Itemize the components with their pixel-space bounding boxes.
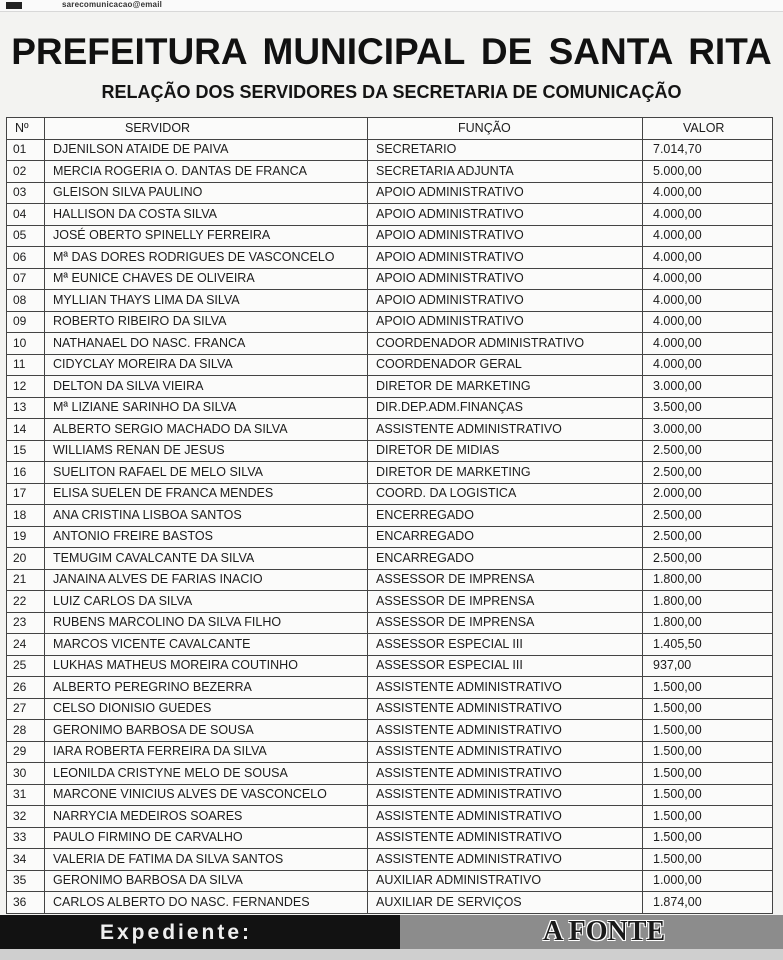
table-row — [7, 376, 773, 398]
servidor-name: GLEISON SILVA PAULINO — [45, 182, 368, 204]
servidor-name: JANAINA ALVES DE FARIAS INACIO — [45, 569, 368, 591]
funcao-cell: DIRETOR DE MIDIAS — [368, 440, 643, 462]
servidor-name: DELTON DA SILVA VIEIRA — [45, 376, 368, 398]
funcao-cell: SECRETARIO — [368, 139, 643, 161]
table-body — [7, 139, 773, 913]
row-number: 23 — [7, 612, 45, 634]
funcao-cell: COORDENADOR ADMINISTRATIVO — [368, 333, 643, 355]
row-number: 07 — [7, 268, 45, 290]
servidor-name: VALERIA DE FATIMA DA SILVA SANTOS — [45, 849, 368, 871]
table-row — [7, 720, 773, 742]
a-fonte-logo: A FONTE — [543, 916, 666, 947]
funcao-cell: ASSISTENTE ADMINISTRATIVO — [368, 419, 643, 441]
table-row — [7, 290, 773, 312]
top-strip-text: sarecomunicacao@email — [62, 0, 163, 9]
row-number: 01 — [7, 139, 45, 161]
table-row — [7, 591, 773, 613]
funcao-cell: APOIO ADMINISTRATIVO — [368, 290, 643, 312]
table-row — [7, 268, 773, 290]
servidor-name: ANTONIO FREIRE BASTOS — [45, 526, 368, 548]
table-row — [7, 247, 773, 269]
funcao-cell: ENCARREGADO — [368, 526, 643, 548]
table-row — [7, 505, 773, 527]
funcao-cell: ASSISTENTE ADMINISTRATIVO — [368, 763, 643, 785]
row-number: 28 — [7, 720, 45, 742]
row-number: 13 — [7, 397, 45, 419]
servidor-name: PAULO FIRMINO DE CARVALHO — [45, 827, 368, 849]
valor-cell: 2.500,00 — [643, 526, 773, 548]
servidor-name: JOSÉ OBERTO SPINELLY FERREIRA — [45, 225, 368, 247]
funcao-cell: APOIO ADMINISTRATIVO — [368, 225, 643, 247]
page-marker — [6, 2, 22, 9]
row-number: 29 — [7, 741, 45, 763]
row-number: 33 — [7, 827, 45, 849]
table-row — [7, 634, 773, 656]
servidor-name: CIDYCLAY MOREIRA DA SILVA — [45, 354, 368, 376]
funcao-cell: ASSISTENTE ADMINISTRATIVO — [368, 698, 643, 720]
servidor-name: NARRYCIA MEDEIROS SOARES — [45, 806, 368, 828]
funcao-cell: APOIO ADMINISTRATIVO — [368, 311, 643, 333]
funcao-cell: ASSISTENTE ADMINISTRATIVO — [368, 720, 643, 742]
servidor-name: ROBERTO RIBEIRO DA SILVA — [45, 311, 368, 333]
column-header-num: Nº — [7, 118, 45, 140]
row-number: 25 — [7, 655, 45, 677]
funcao-cell: COORD. DA LOGISTICA — [368, 483, 643, 505]
table-row — [7, 827, 773, 849]
table-row — [7, 612, 773, 634]
servidor-name: RUBENS MARCOLINO DA SILVA FILHO — [45, 612, 368, 634]
row-number: 31 — [7, 784, 45, 806]
servidor-name: MERCIA ROGERIA O. DANTAS DE FRANCA — [45, 161, 368, 183]
valor-cell: 1.500,00 — [643, 720, 773, 742]
valor-cell: 2.500,00 — [643, 548, 773, 570]
expediente-label: Expediente: — [100, 921, 253, 944]
valor-cell: 5.000,00 — [643, 161, 773, 183]
row-number: 19 — [7, 526, 45, 548]
funcao-cell: ASSISTENTE ADMINISTRATIVO — [368, 849, 643, 871]
row-number: 30 — [7, 763, 45, 785]
table-row — [7, 440, 773, 462]
funcao-cell: COORDENADOR GERAL — [368, 354, 643, 376]
row-number: 16 — [7, 462, 45, 484]
funcao-cell: ASSESSOR ESPECIAL III — [368, 634, 643, 656]
servidor-name: TEMUGIM CAVALCANTE DA SILVA — [45, 548, 368, 570]
table-row — [7, 784, 773, 806]
funcao-cell: ASSESSOR DE IMPRENSA — [368, 591, 643, 613]
top-strip — [0, 0, 783, 12]
funcao-cell: SECRETARIA ADJUNTA — [368, 161, 643, 183]
page-subtitle: RELAÇÃO DOS SERVIDORES DA SECRETARIA DE COMUNICAÇÃO — [101, 82, 682, 102]
row-number: 24 — [7, 634, 45, 656]
table-row — [7, 462, 773, 484]
funcao-cell: ENCARREGADO — [368, 548, 643, 570]
row-number: 09 — [7, 311, 45, 333]
valor-cell: 3.500,00 — [643, 397, 773, 419]
valor-cell: 2.500,00 — [643, 440, 773, 462]
column-header-valor: VALOR — [643, 118, 773, 140]
row-number: 36 — [7, 892, 45, 914]
row-number: 17 — [7, 483, 45, 505]
valor-cell: 1.800,00 — [643, 612, 773, 634]
valor-cell: 4.000,00 — [643, 354, 773, 376]
valor-cell: 1.800,00 — [643, 569, 773, 591]
valor-cell: 2.000,00 — [643, 483, 773, 505]
valor-cell: 3.000,00 — [643, 419, 773, 441]
funcao-cell: ENCERREGADO — [368, 505, 643, 527]
servidor-name: GERONIMO BARBOSA DA SILVA — [45, 870, 368, 892]
servidor-name: ELISA SUELEN DE FRANCA MENDES — [45, 483, 368, 505]
funcao-cell: AUXILIAR DE SERVIÇOS — [368, 892, 643, 914]
servidor-name: GERONIMO BARBOSA DE SOUSA — [45, 720, 368, 742]
table-row — [7, 741, 773, 763]
row-number: 35 — [7, 870, 45, 892]
funcao-cell: APOIO ADMINISTRATIVO — [368, 247, 643, 269]
valor-cell: 4.000,00 — [643, 204, 773, 226]
valor-cell: 1.500,00 — [643, 677, 773, 699]
servidor-name: MARCOS VICENTE CAVALCANTE — [45, 634, 368, 656]
valor-cell: 4.000,00 — [643, 247, 773, 269]
row-number: 15 — [7, 440, 45, 462]
table-row — [7, 311, 773, 333]
table-row — [7, 677, 773, 699]
valor-cell: 2.500,00 — [643, 462, 773, 484]
row-number: 06 — [7, 247, 45, 269]
table-row — [7, 548, 773, 570]
servidor-name: ALBERTO SERGIO MACHADO DA SILVA — [45, 419, 368, 441]
servidor-name: LEONILDA CRISTYNE MELO DE SOUSA — [45, 763, 368, 785]
table-row — [7, 204, 773, 226]
servidor-name: LUKHAS MATHEUS MOREIRA COUTINHO — [45, 655, 368, 677]
servidor-name: CARLOS ALBERTO DO NASC. FERNANDES — [45, 892, 368, 914]
table-row — [7, 161, 773, 183]
table-row — [7, 139, 773, 161]
table-row — [7, 806, 773, 828]
servidor-name: HALLISON DA COSTA SILVA — [45, 204, 368, 226]
bottom-strip — [0, 949, 783, 960]
row-number: 05 — [7, 225, 45, 247]
valor-cell: 7.014,70 — [643, 139, 773, 161]
funcao-cell: APOIO ADMINISTRATIVO — [368, 204, 643, 226]
table-row — [7, 526, 773, 548]
servidor-name: MARCONE VINICIUS ALVES DE VASCONCELO — [45, 784, 368, 806]
valor-cell: 1.874,00 — [643, 892, 773, 914]
table-row — [7, 483, 773, 505]
funcao-cell: DIRETOR DE MARKETING — [368, 462, 643, 484]
table-row — [7, 892, 773, 914]
column-header-servidor: SERVIDOR — [45, 118, 368, 140]
servidor-name: ALBERTO PEREGRINO BEZERRA — [45, 677, 368, 699]
funcao-cell: ASSISTENTE ADMINISTRATIVO — [368, 827, 643, 849]
table-row — [7, 333, 773, 355]
row-number: 32 — [7, 806, 45, 828]
valor-cell: 1.500,00 — [643, 849, 773, 871]
row-number: 11 — [7, 354, 45, 376]
table-row — [7, 569, 773, 591]
valor-cell: 1.500,00 — [643, 827, 773, 849]
funcao-cell: DIRETOR DE MARKETING — [368, 376, 643, 398]
funcao-cell: AUXILIAR ADMINISTRATIVO — [368, 870, 643, 892]
table-row — [7, 870, 773, 892]
servidor-name: ANA CRISTINA LISBOA SANTOS — [45, 505, 368, 527]
column-header-funcao: FUNÇÃO — [368, 118, 643, 140]
row-number: 12 — [7, 376, 45, 398]
row-number: 22 — [7, 591, 45, 613]
valor-cell: 1.800,00 — [643, 591, 773, 613]
row-number: 20 — [7, 548, 45, 570]
servidor-name: NATHANAEL DO NASC. FRANCA — [45, 333, 368, 355]
funcao-cell: APOIO ADMINISTRATIVO — [368, 182, 643, 204]
valor-cell: 1.405,50 — [643, 634, 773, 656]
table-row — [7, 655, 773, 677]
row-number: 04 — [7, 204, 45, 226]
table-row — [7, 763, 773, 785]
valor-cell: 4.000,00 — [643, 311, 773, 333]
servidor-name: CELSO DIONISIO GUEDES — [45, 698, 368, 720]
valor-cell: 1.500,00 — [643, 698, 773, 720]
valor-cell: 1.500,00 — [643, 806, 773, 828]
servidores-table — [6, 117, 773, 914]
valor-cell: 1.000,00 — [643, 870, 773, 892]
funcao-cell: APOIO ADMINISTRATIVO — [368, 268, 643, 290]
valor-cell: 4.000,00 — [643, 182, 773, 204]
funcao-cell: ASSESSOR DE IMPRENSA — [368, 569, 643, 591]
row-number: 34 — [7, 849, 45, 871]
valor-cell: 4.000,00 — [643, 268, 773, 290]
servidor-name: MYLLIAN THAYS LIMA DA SILVA — [45, 290, 368, 312]
servidor-name: DJENILSON ATAIDE DE PAIVA — [45, 139, 368, 161]
logo-banner — [400, 915, 783, 949]
funcao-cell: ASSISTENTE ADMINISTRATIVO — [368, 784, 643, 806]
funcao-cell: ASSISTENTE ADMINISTRATIVO — [368, 741, 643, 763]
servidor-name: LUIZ CARLOS DA SILVA — [45, 591, 368, 613]
servidor-name: Mª LIZIANE SARINHO DA SILVA — [45, 397, 368, 419]
table-header-row — [7, 118, 773, 140]
row-number: 02 — [7, 161, 45, 183]
funcao-cell: ASSESSOR ESPECIAL III — [368, 655, 643, 677]
funcao-cell: ASSISTENTE ADMINISTRATIVO — [368, 806, 643, 828]
valor-cell: 1.500,00 — [643, 741, 773, 763]
table-row — [7, 182, 773, 204]
row-number: 26 — [7, 677, 45, 699]
table-row — [7, 849, 773, 871]
valor-cell: 1.500,00 — [643, 763, 773, 785]
table-row — [7, 354, 773, 376]
table-row — [7, 698, 773, 720]
valor-cell: 2.500,00 — [643, 505, 773, 527]
valor-cell: 3.000,00 — [643, 376, 773, 398]
table-row — [7, 419, 773, 441]
valor-cell: 4.000,00 — [643, 290, 773, 312]
footer-bar — [0, 915, 783, 949]
servidor-name: SUELITON RAFAEL DE MELO SILVA — [45, 462, 368, 484]
row-number: 08 — [7, 290, 45, 312]
row-number: 27 — [7, 698, 45, 720]
table-row — [7, 397, 773, 419]
servidor-name: Mª DAS DORES RODRIGUES DE VASCONCELO — [45, 247, 368, 269]
valor-cell: 4.000,00 — [643, 225, 773, 247]
row-number: 14 — [7, 419, 45, 441]
row-number: 18 — [7, 505, 45, 527]
funcao-cell: ASSISTENTE ADMINISTRATIVO — [368, 677, 643, 699]
row-number: 03 — [7, 182, 45, 204]
servidor-name: WILLIAMS RENAN DE JESUS — [45, 440, 368, 462]
servidor-name: Mª EUNICE CHAVES DE OLIVEIRA — [45, 268, 368, 290]
row-number: 21 — [7, 569, 45, 591]
funcao-cell: DIR.DEP.ADM.FINANÇAS — [368, 397, 643, 419]
valor-cell: 937,00 — [643, 655, 773, 677]
page-title: PREFEITURA MUNICIPAL DE SANTA RITA — [11, 31, 772, 72]
table-row — [7, 225, 773, 247]
expediente-banner — [0, 915, 400, 949]
valor-cell: 4.000,00 — [643, 333, 773, 355]
servidor-name: IARA ROBERTA FERREIRA DA SILVA — [45, 741, 368, 763]
row-number: 10 — [7, 333, 45, 355]
valor-cell: 1.500,00 — [643, 784, 773, 806]
funcao-cell: ASSESSOR DE IMPRENSA — [368, 612, 643, 634]
